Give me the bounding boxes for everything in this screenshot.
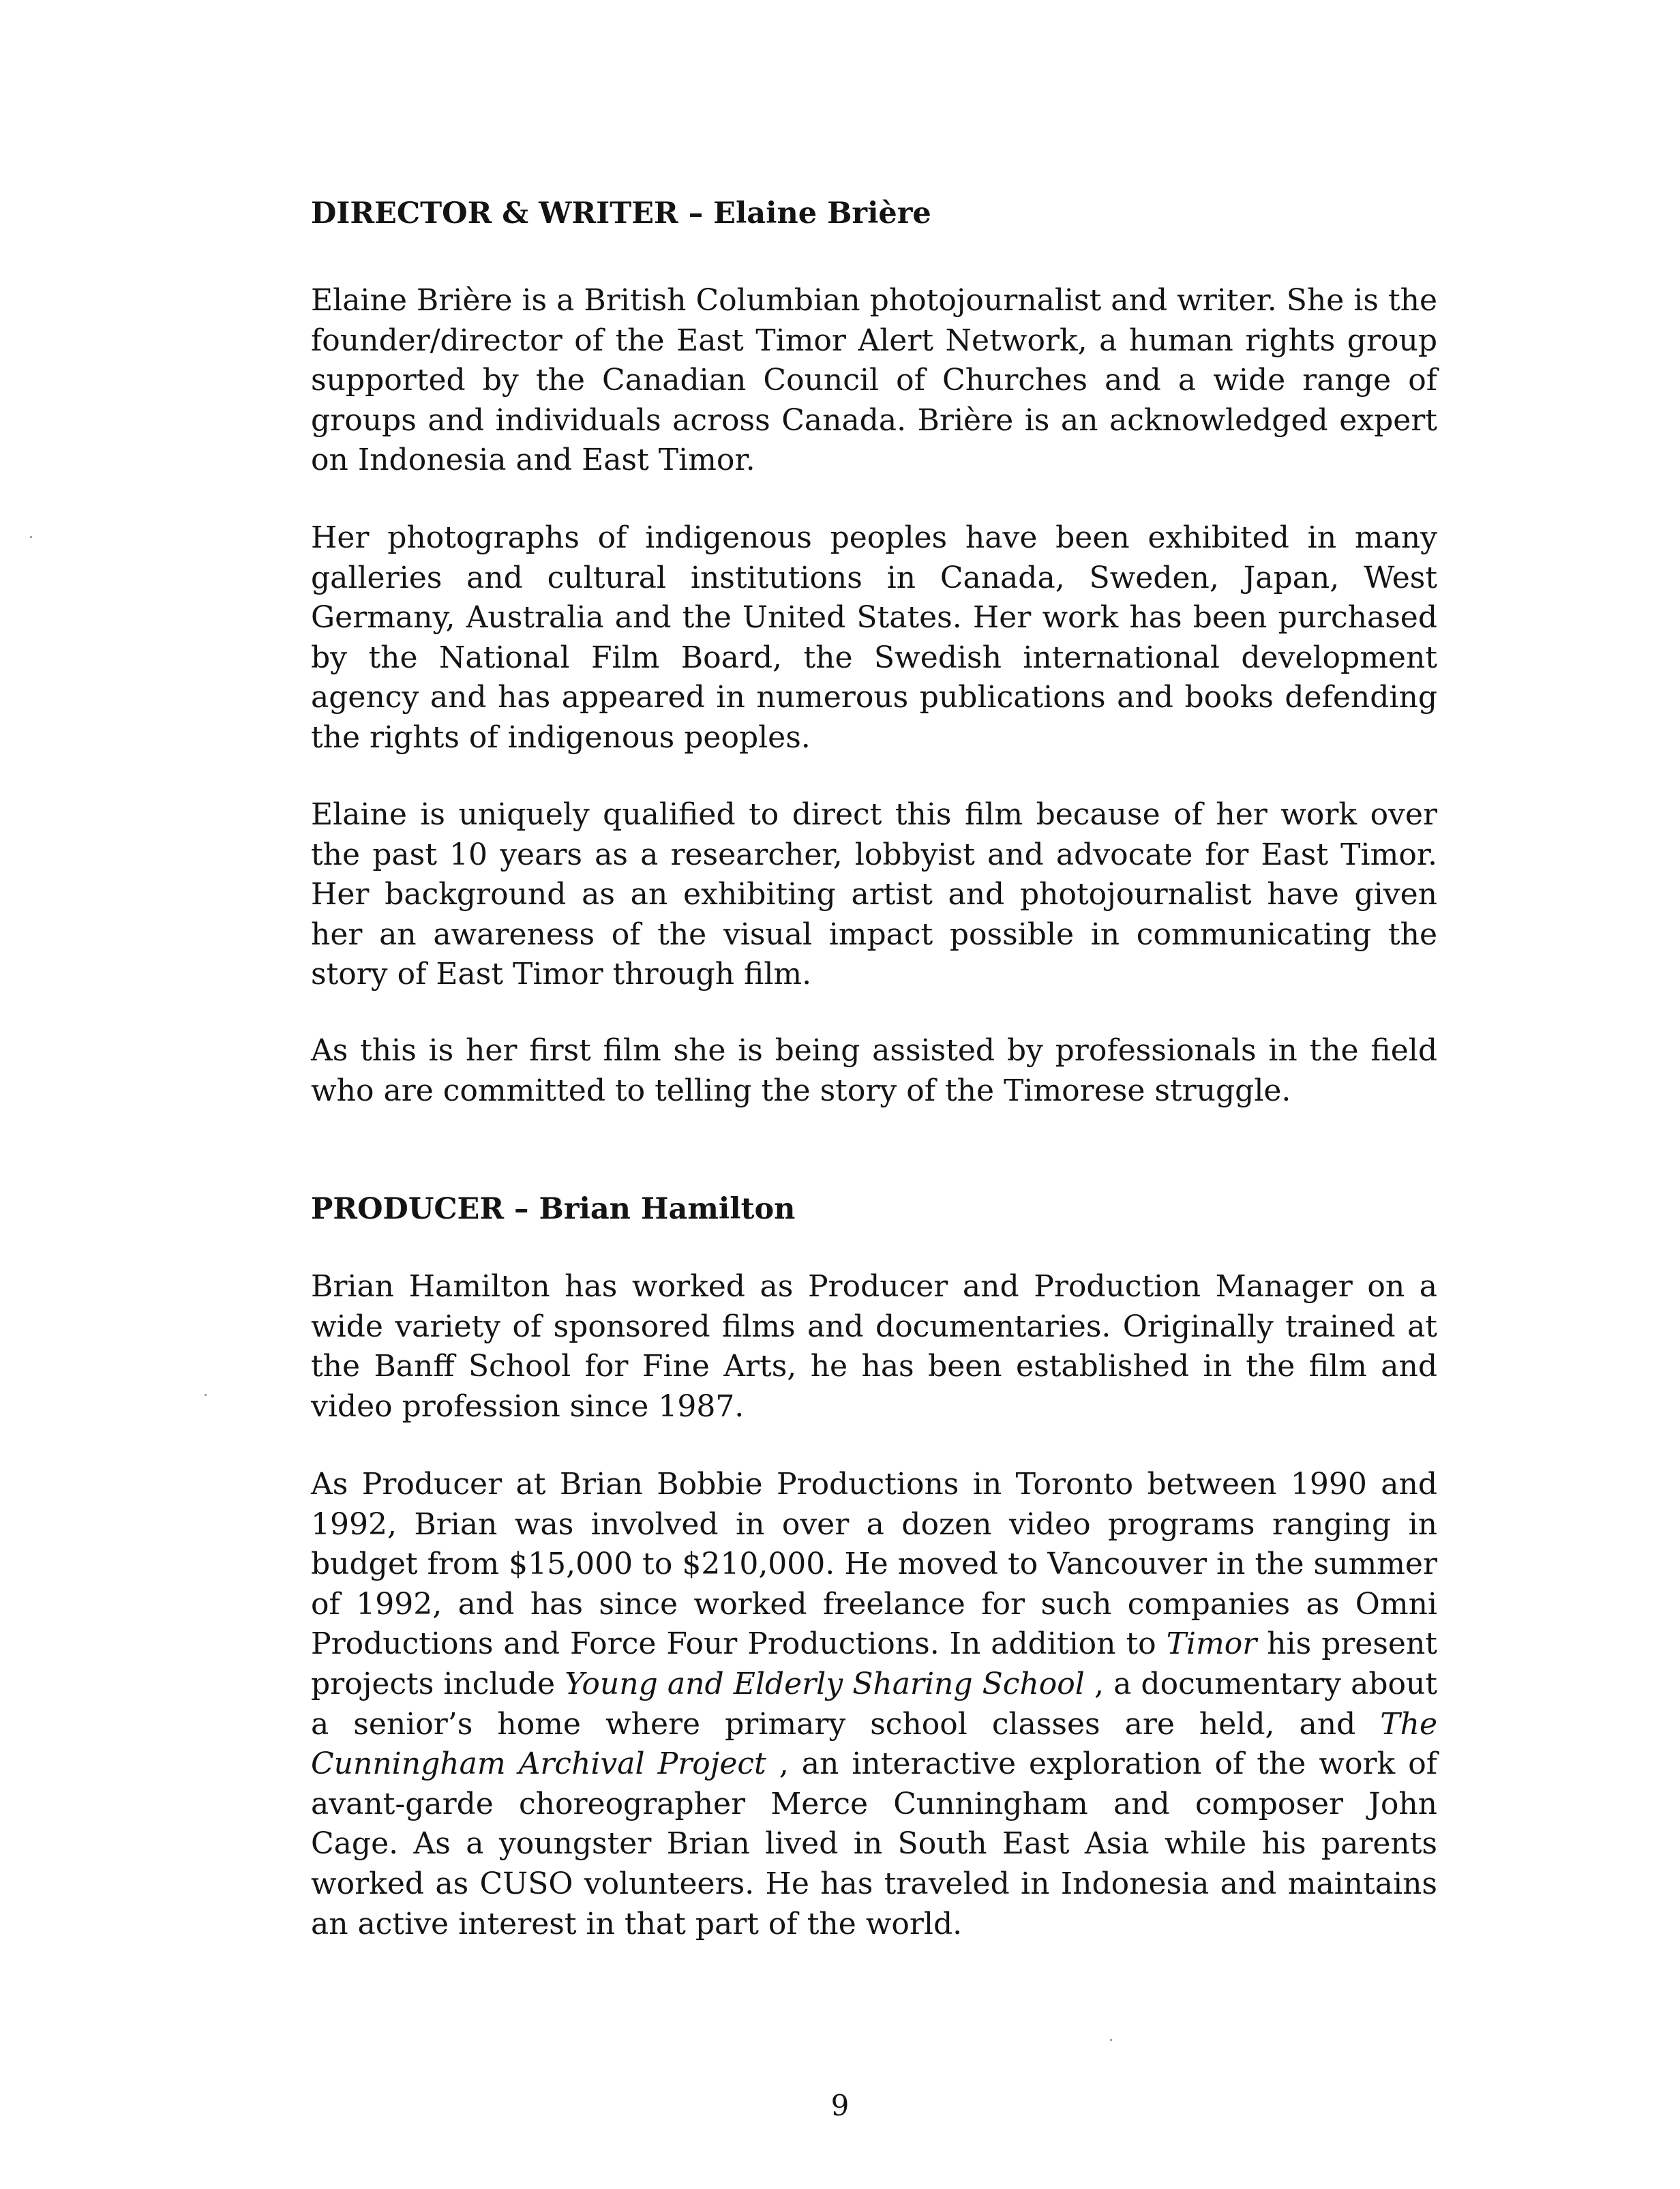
director-paragraph-3: Elaine is uniquely qualified to direct this film because of her work over the past 10 years as a researcher, lobbyist and advocate for East Timor. Her background as an exhibiting artist and photojournalist have given her an awareness of the visual impact possible in communicating the story of East Timor through film. <box>311 797 1437 992</box>
producer-paragraph-2-text-3: , a documentary about a senior’s home where primary school classes are held, and <box>311 1666 1438 1742</box>
director-paragraph-2: Her photographs of indigenous peoples have been exhibited in many galleries and cultural institutions in Canada, Sweden, Japan, West Germany, Australia and the United States. Her work has been purchased by the National Film Board, the Swedish international development agency and has appeared in numerous publications and books defending the rights of indigenous peoples. <box>311 520 1437 755</box>
scan-speck <box>205 1394 207 1396</box>
director-paragraph-4: As this is her first film she is being assisted by professionals in the field who are committed to telling the story of the Timorese struggle. <box>311 1033 1437 1108</box>
film-title-young-and-elderly: Young and Elderly Sharing School <box>565 1666 1085 1701</box>
scan-speck <box>1110 2039 1112 2041</box>
director-heading: DIRECTOR & WRITER – Elaine Brière <box>311 196 931 230</box>
film-title-timor: Timor <box>1166 1626 1257 1662</box>
producer-paragraph-2-text-1: As Producer at Brian Bobbie Productions in Toronto between 1990 and 1992, Brian was involved in over a dozen video programs ranging in budget from $15,000 to $210,000. He moved to Vancouver in the summer of 1992, and has since worked freelance for such companies as Omni Productions and Force Four Productions. In addition to <box>311 1467 1437 1662</box>
film-title-cunningham-archival: The Cunningham Archival Project <box>311 1706 1437 1782</box>
director-paragraph-1: Elaine Brière is a British Columbian photojournalist and writer. She is the founder/director of the East Timor Alert Network, a human rights group supported by the Canadian Council of Churches and a wide range of groups and individuals across Canada. Brière is an acknowledged expert on Indonesia and East Timor. <box>311 283 1437 478</box>
producer-paragraph-2-text-4: , an interactive exploration of the work of avant-garde choreographer Merce Cunningham and composer John Cage. As a youngster Brian lived in South East Asia while his parents worked as CUSO volunteers. He has traveled in Indonesia and maintains an active interest in that part of the world. <box>311 1746 1437 1941</box>
producer-paragraph-2 <box>311 1465 1437 1944</box>
producer-heading: PRODUCER – Brian Hamilton <box>311 1192 796 1226</box>
producer-paragraph-2-text-2: his present projects include <box>311 1626 1437 1701</box>
scan-speck <box>30 536 32 538</box>
producer-paragraph-1: Brian Hamilton has worked as Producer and Production Manager on a wide variety of sponsored films and documentaries. Originally trained at the Banff School for Fine Arts, he has been established in the film and video profession since 1987. <box>311 1269 1437 1424</box>
page-number: 9 <box>830 2089 850 2122</box>
